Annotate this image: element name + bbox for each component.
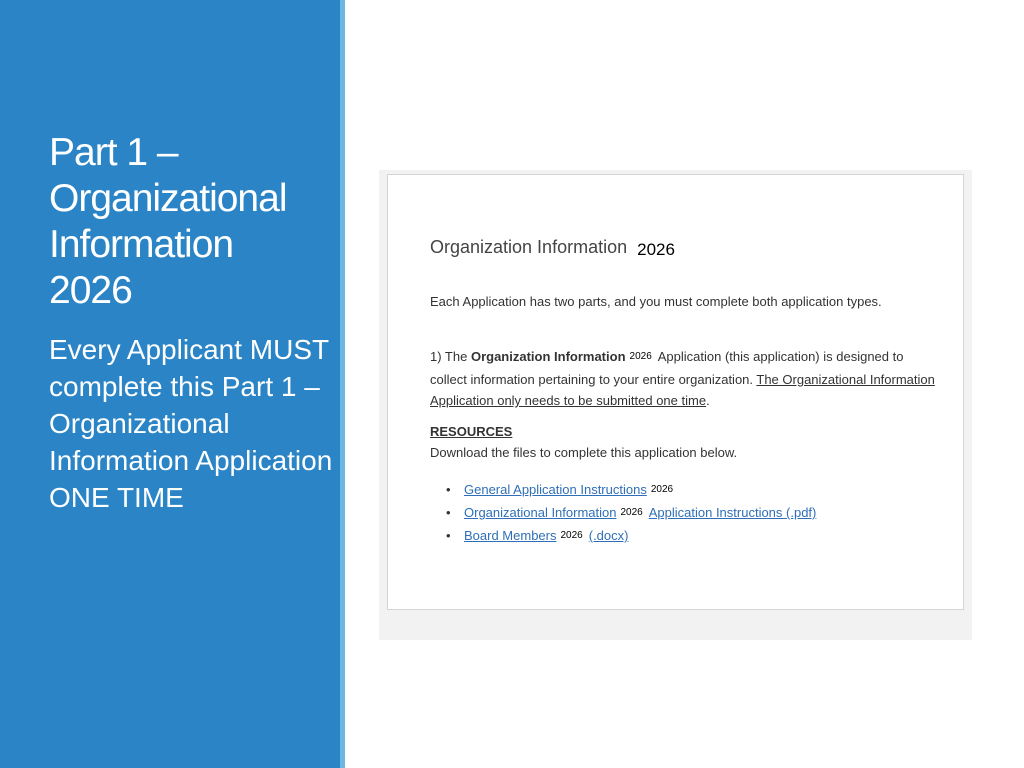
heading-year: 2026	[637, 240, 675, 259]
slide-title-line: Organizational	[49, 177, 287, 220]
slide-title-line: Information	[49, 223, 234, 266]
org-info-heading-text: Organization Information	[430, 237, 628, 257]
accent-strip	[340, 0, 345, 768]
resources-heading: RESOURCES	[430, 424, 513, 439]
slide-title-line: 2026	[49, 269, 132, 312]
list-item	[446, 479, 816, 502]
link-year: 2026	[560, 530, 583, 541]
slide-body-text: Every Applicant MUST complete this Part 1 – Organizational Information Application ONE TIME	[49, 334, 333, 513]
link-year: 2026	[620, 507, 643, 518]
org-info-link[interactable]: Organizational Information	[464, 505, 617, 520]
part1-underlined: The Organizational Information Application only needs to be submitted one time	[430, 372, 935, 408]
list-item	[446, 525, 816, 548]
part1-year: 2026	[629, 351, 652, 362]
slide-title-line: Part 1 –	[49, 131, 178, 174]
resources-subtext: Download the files to complete this application below.	[430, 445, 738, 460]
part1-middle: Application (this application) is designed to collect information pertaining to your entire organization.	[430, 349, 904, 387]
part1-suffix: .	[706, 393, 710, 408]
part1-bold: Organization Information	[470, 349, 626, 364]
part1-text	[430, 346, 940, 411]
resources-list	[446, 479, 816, 548]
org-info-heading	[430, 237, 675, 258]
intro-text: Each Application has two parts, and you must complete both application types.	[430, 294, 882, 309]
org-info-pdf-link[interactable]: Application Instructions (.pdf)	[648, 505, 817, 520]
board-members-link[interactable]: Board Members	[464, 528, 557, 543]
slide-title	[49, 130, 334, 314]
part1-prefix: 1) The	[430, 349, 471, 364]
list-item	[446, 502, 816, 525]
general-instructions-link[interactable]: General Application Instructions	[464, 482, 647, 497]
link-year: 2026	[650, 484, 674, 495]
org-info-card	[387, 174, 964, 610]
board-members-docx-link[interactable]: (.docx)	[588, 528, 629, 543]
